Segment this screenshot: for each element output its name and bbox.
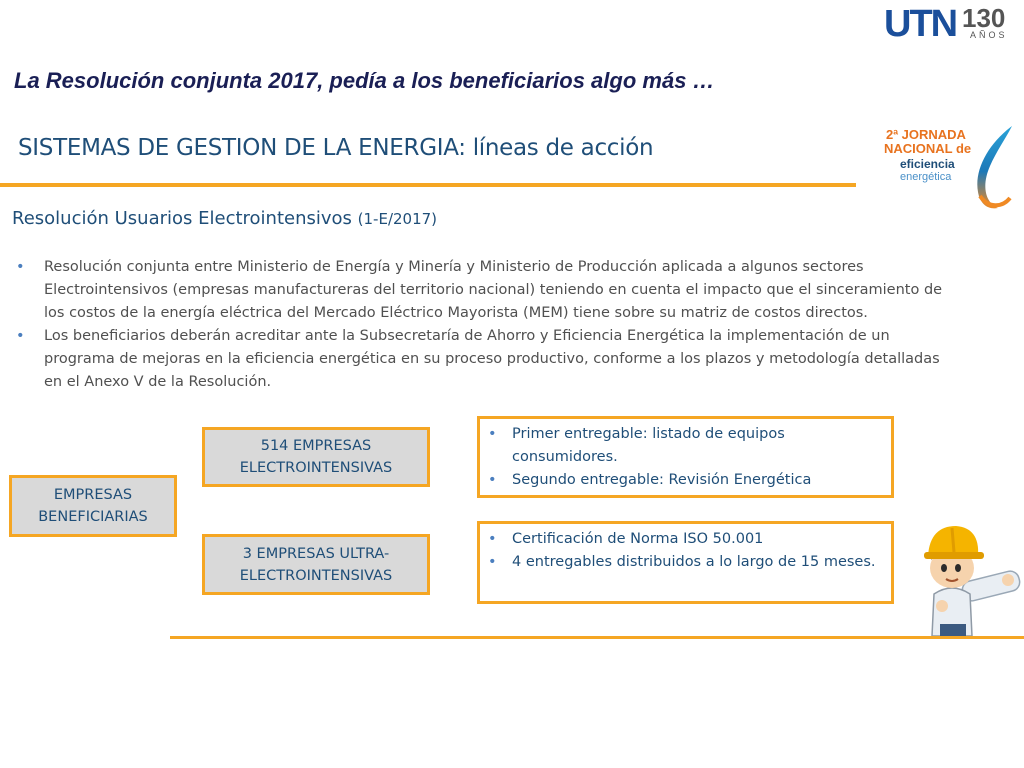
jornada-line-3: eficiencia: [900, 157, 955, 171]
bullet-list: [14, 256, 944, 394]
bullet-dot-icon: •: [488, 554, 497, 570]
box-514-empresas: [202, 427, 430, 487]
box-entregables-electrointensivas: [477, 416, 894, 498]
bullet-text: Resolución conjunta entre Ministerio de Energía y Minería y Ministerio de Producción aplicada a algunos sectores Electrointensivos (empresas manufactureras del territorio nacional) teniendo en cuenta el impacto que el sinceramiento de los costos de la energía eléctrica del Mercado Eléctrico Mayorista (MEM) tiene sobre su matriz de costos directos.: [44, 259, 943, 321]
list-item: [488, 528, 883, 551]
utn-logo-subtitle: AÑOS: [970, 30, 1008, 40]
sub-heading-text: Resolución Usuarios Electrointensivos: [12, 208, 352, 229]
list-item: [488, 423, 883, 469]
box-line: 3 EMPRESAS ULTRA-: [242, 545, 390, 562]
jornada-line-4: energética: [900, 171, 952, 183]
box-3-empresas-ultra: [202, 534, 430, 595]
utn-logo-number: 130: [962, 3, 1006, 33]
slide-title: La Resolución conjunta 2017, pedía a los beneficiarios algo más …: [14, 68, 715, 93]
box-line: ELECTROINTENSIVAS: [239, 567, 393, 584]
bullet-dot-icon: •: [16, 259, 25, 275]
utn-logo-letters: UTN: [884, 3, 957, 45]
section-heading: SISTEMAS DE GESTION DE LA ENERGIA: líneas de acción: [18, 135, 654, 161]
box-line: BENEFICIARIAS: [38, 509, 148, 525]
bottom-divider: [170, 636, 1024, 639]
box-empresas-beneficiarias: [9, 475, 177, 537]
jornada-line-2: NACIONAL de: [884, 141, 972, 156]
sub-heading: [12, 208, 437, 229]
list-item: [488, 551, 883, 574]
list-item-text: Segundo entregable: Revisión Energética: [512, 472, 812, 488]
bullet-dot-icon: •: [488, 531, 497, 547]
box-entregables-ultra: [477, 521, 894, 604]
list-item-text: Primer entregable: listado de equipos consumidores.: [512, 426, 785, 465]
list-item: [488, 469, 883, 492]
top-divider: [0, 183, 856, 187]
bullet-dot-icon: •: [16, 328, 25, 344]
bullet-dot-icon: •: [488, 472, 497, 488]
utn-130-logo: [884, 4, 1020, 44]
resolution-code: (1-E/2017): [357, 210, 438, 228]
list-item-text: Certificación de Norma ISO 50.001: [512, 531, 764, 547]
box-line: 514 EMPRESAS: [260, 438, 372, 454]
jornada-logo: [876, 122, 1022, 214]
box-line: EMPRESAS: [53, 487, 133, 503]
construction-worker-icon: [912, 512, 1024, 636]
box-line: ELECTROINTENSIVAS: [239, 460, 393, 476]
bullet-item: [14, 256, 944, 325]
jornada-line-1: 2ª JORNADA: [886, 127, 966, 142]
list-item-text: 4 entregables distribuidos a lo largo de 15 meses.: [512, 554, 876, 570]
bullet-text: Los beneficiarios deberán acreditar ante la Subsecretaría de Ahorro y Eficiencia Energética la implementación de un programa de mejoras en la eficiencia energética en su proceso productivo, conforme a los plazos y metodología detalladas en el Anexo V de la Resolución.: [44, 328, 940, 390]
bullet-dot-icon: •: [488, 426, 497, 442]
bullet-item: [14, 325, 944, 394]
